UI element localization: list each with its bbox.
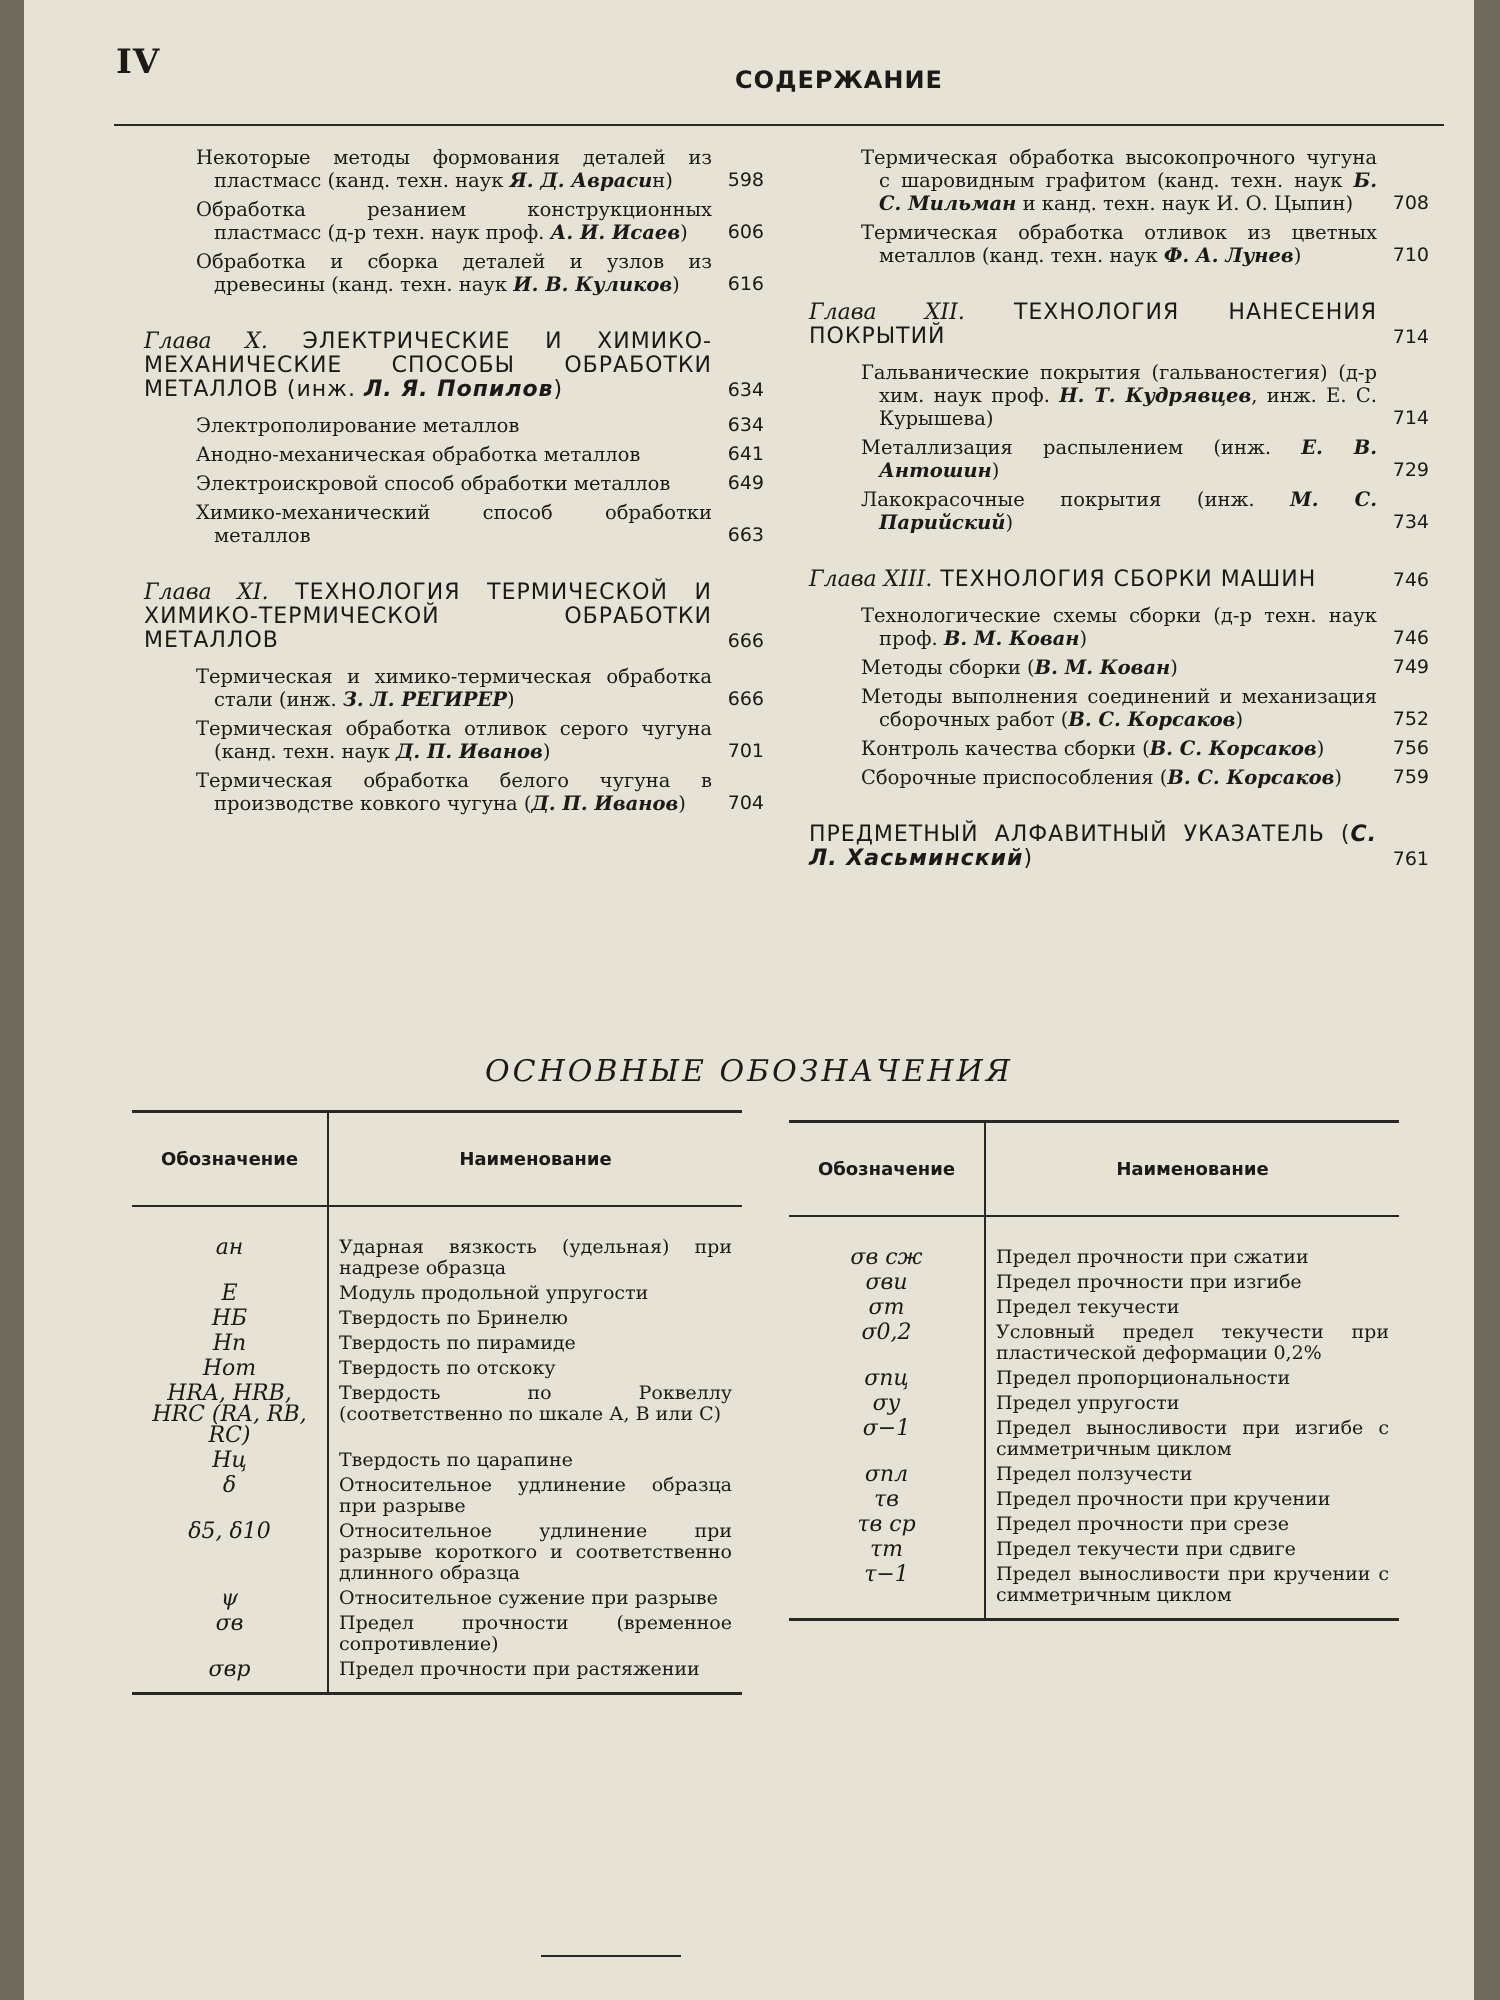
entry-title: Электрополирование металлов (196, 414, 520, 437)
entry-tail: ) (1079, 627, 1088, 650)
toc-entry-text (196, 146, 712, 192)
toc-entry (809, 361, 1429, 430)
symbol-cell: aн (132, 1206, 328, 1281)
name-cell: Модуль продольной упругости (339, 1282, 649, 1304)
toc-chapter (809, 301, 1429, 349)
entry-author: С. Л. Хасьминский (809, 822, 1377, 871)
page-ref: 756 (1392, 737, 1429, 759)
symbol-cell: σ0,2 (789, 1320, 985, 1366)
entry-tail: ) (678, 792, 686, 815)
entry-title: Сборочные приспособления ( (861, 766, 1168, 789)
table-row (789, 1320, 1399, 1366)
toc-entry-text (196, 769, 712, 815)
table-row (132, 1306, 742, 1331)
toc-entry (809, 656, 1429, 679)
name-cell: Предел текучести при сдвиге (996, 1538, 1296, 1560)
entry-title: Контроль качества сборки ( (861, 737, 1150, 760)
symbol-cell: δ (132, 1473, 328, 1519)
toc-entry (144, 769, 764, 815)
entry-title: ТЕХНОЛОГИЯ СБОРКИ МАШИН (932, 567, 1317, 592)
toc-entry (809, 766, 1429, 789)
entry-tail: ) (672, 273, 680, 296)
entry-tail: ) (553, 377, 564, 402)
name-cell: Предел прочности при кручении (996, 1488, 1331, 1510)
entry-tail: ) (542, 740, 551, 763)
symbol-cell: σпц (789, 1366, 985, 1391)
table-row (132, 1206, 742, 1281)
entry-tail: ) (1334, 766, 1343, 789)
page-ref: 752 (1392, 708, 1429, 730)
toc-entry-text (196, 414, 712, 437)
entry-title: Анодно-механическая обработка металлов (196, 443, 641, 466)
table-row (132, 1519, 742, 1586)
entry-tail: ) (1023, 846, 1034, 871)
entry-author: М. С. Парийский (879, 488, 1377, 534)
toc-entry-text (196, 250, 712, 296)
toc-chapter (809, 568, 1429, 592)
toc-entry (144, 501, 764, 547)
col-header-symbol: Обозначение (789, 1122, 985, 1217)
table-row (132, 1448, 742, 1473)
book-page (24, 0, 1474, 2000)
table-row (789, 1366, 1399, 1391)
symbol-cell: σ−1 (789, 1416, 985, 1462)
symbols-table-left (132, 1110, 742, 1695)
symbol-cell: σт (789, 1295, 985, 1320)
name-cell: Ударная вязкость (удельная) при надрезе образца (339, 1236, 732, 1279)
toc-entry-text (861, 656, 1377, 679)
page-ref: 641 (727, 443, 764, 465)
toc-entry-text (196, 443, 712, 466)
toc-entry-text (196, 198, 712, 244)
symbol-cell: τв (789, 1487, 985, 1512)
name-cell: Относительное сужение при разрыве (339, 1587, 718, 1609)
page-ref: 606 (727, 221, 764, 243)
entry-author: Е. В. Антошин (879, 436, 1377, 482)
toc-entry (144, 665, 764, 711)
page-ref: 663 (727, 524, 764, 546)
page-ref: 708 (1392, 192, 1429, 214)
table-row (789, 1270, 1399, 1295)
page-ref: 666 (727, 688, 764, 710)
table-row (132, 1657, 742, 1694)
table-row (789, 1462, 1399, 1487)
name-cell: Предел ползучести (996, 1463, 1193, 1485)
entry-title: Электроискровой способ обработки металлов (196, 472, 671, 495)
toc-entry-text (809, 301, 1377, 349)
entry-author: В. М. Кован (943, 627, 1080, 650)
col-header-name: Наименование (985, 1122, 1399, 1217)
symbols-table-right (789, 1120, 1399, 1621)
chapter-label: Глава X. (144, 329, 268, 354)
toc-entry-text (144, 330, 712, 402)
table-row (789, 1216, 1399, 1270)
name-cell: Твердость по Бринелю (339, 1307, 568, 1329)
symbol-cell: σвр (132, 1657, 328, 1694)
toc-entry (144, 146, 764, 192)
entry-title: ТЕХНОЛОГИЯ ТЕРМИЧЕСКОЙ И ХИМИКО-ТЕРМИЧЕСКОЙ ОБРАБОТКИ МЕТАЛЛОВ (144, 580, 712, 653)
page-ref: 666 (727, 630, 764, 652)
col-header-symbol: Обозначение (132, 1112, 328, 1207)
toc-entry (144, 250, 764, 296)
toc-entry-text (861, 221, 1377, 267)
symbol-cell: ψ (132, 1586, 328, 1611)
entry-tail: и канд. техн. наук И. О. Цыпин) (1016, 192, 1354, 215)
name-cell: Предел выносливости при изгибе с симметричным циклом (996, 1417, 1389, 1460)
entry-author: В. С. Корсаков (1149, 737, 1317, 760)
table-row (132, 1381, 742, 1448)
page-ref: 729 (1392, 459, 1429, 481)
toc-entry (809, 604, 1429, 650)
toc-entry-text (809, 568, 1377, 592)
entry-title: Гальванические покрытия (гальваностегия) (д-р хим. наук проф. (861, 361, 1377, 407)
symbol-cell: σв сж (789, 1216, 985, 1270)
page-number: IV (116, 42, 161, 82)
entry-author: В. М. Кован (1034, 656, 1171, 679)
name-cell: Предел упругости (996, 1392, 1180, 1414)
entry-title: Методы выполнения соединений и механизация сборочных работ ( (861, 685, 1377, 731)
entry-tail: ) (1293, 244, 1302, 267)
name-cell: Предел прочности (временное сопротивление) (339, 1612, 732, 1655)
entry-title: ТЕХНОЛОГИЯ НАНЕСЕНИЯ ПОКРЫТИЙ (809, 300, 1378, 349)
entry-title: Термическая обработка отливок серого чугуна (канд. техн. наук (196, 717, 712, 763)
name-cell: Твердость по пирамиде (339, 1332, 576, 1354)
page-ref: 746 (1392, 569, 1429, 591)
symbol-cell: Hот (132, 1356, 328, 1381)
name-cell: Предел пропорциональности (996, 1367, 1291, 1389)
name-cell: Твердость по Роквеллу (соответственно по шкале А, В или С) (339, 1382, 732, 1425)
toc-entry (144, 443, 764, 466)
name-cell: Твердость по царапине (339, 1449, 573, 1471)
entry-tail: ) (506, 688, 515, 711)
chapter-label: Глава XIII. (809, 567, 933, 592)
page-ref: 704 (727, 792, 764, 814)
page-ref: 616 (727, 273, 764, 295)
symbol-cell: τт (789, 1537, 985, 1562)
entry-title: ЭЛЕКТРИЧЕСКИЕ И ХИМИКО-МЕХАНИЧЕСКИЕ СПОСОБЫ ОБРАБОТКИ МЕТАЛЛОВ (инж. (144, 329, 712, 402)
entry-tail: ) (1235, 708, 1244, 731)
name-cell: Предел прочности при срезе (996, 1513, 1289, 1535)
entry-title: Термическая обработка белого чугуна в производстве ковкого чугуна ( (196, 769, 712, 815)
entry-tail: н) (652, 169, 673, 192)
symbol-cell: Hц (132, 1448, 328, 1473)
table-row (132, 1331, 742, 1356)
page-ref: 714 (1392, 407, 1429, 429)
entry-tail: ) (680, 221, 688, 244)
symbol-cell: τв ср (789, 1512, 985, 1537)
name-cell: Предел прочности при изгибе (996, 1271, 1302, 1293)
entry-title: Лакокрасочные покрытия (инж. (861, 488, 1291, 511)
name-cell: Относительное удлинение при разрыве короткого и соответственно длинного образца (339, 1520, 732, 1584)
page-ref: 634 (727, 414, 764, 436)
toc-left-column (144, 146, 764, 821)
toc-entry-text (196, 665, 712, 711)
entry-author: З. Л. РЕГИРЕР (342, 688, 507, 711)
toc-entry-text (196, 717, 712, 763)
page-ref: 701 (727, 740, 764, 762)
name-cell: Предел выносливости при кручении с симметричным циклом (985, 1562, 1399, 1620)
toc-chapter (144, 581, 764, 653)
symbol-cell: HRA, HRB, HRC (RA, RB, RC) (132, 1381, 328, 1448)
page-ref: 649 (727, 472, 764, 494)
entry-title: Термическая обработка отливок из цветных металлов (канд. техн. наук (861, 221, 1377, 267)
toc-entry-text (861, 766, 1377, 789)
entry-title: Металлизация распылением (инж. (861, 436, 1302, 459)
entry-author: Л. Я. Попилов (363, 377, 554, 402)
entry-author: А. И. Исаев (550, 221, 681, 244)
symbol-cell: σв (132, 1611, 328, 1657)
symbol-cell: σпл (789, 1462, 985, 1487)
entry-tail: ) (1316, 737, 1325, 760)
table-row (132, 1473, 742, 1519)
chapter-label: Глава XI. (144, 580, 269, 605)
toc-entry (144, 472, 764, 495)
toc-chapter (144, 330, 764, 402)
entry-author: В. С. Корсаков (1068, 708, 1236, 731)
toc-entry-text (861, 146, 1377, 215)
toc-entry-text (861, 361, 1377, 430)
table-row (132, 1281, 742, 1306)
running-title: СОДЕРЖАНИЕ (735, 66, 943, 94)
col-header-name: Наименование (328, 1112, 742, 1207)
entry-title: Химико-механический способ обработки металлов (196, 501, 712, 547)
page-ref: 634 (727, 379, 764, 401)
chapter-label: Глава XII. (809, 300, 965, 325)
entry-title: Некоторые методы формования деталей из пластмасс (канд. техн. наук (196, 146, 712, 192)
toc-entry-text (861, 737, 1377, 760)
name-cell: Предел прочности при растяжении (328, 1657, 742, 1694)
toc-chapter (809, 823, 1429, 871)
symbol-cell: Hп (132, 1331, 328, 1356)
name-cell: Условный предел текучести при пластической деформации 0,2% (996, 1321, 1389, 1364)
name-cell: Предел прочности при сжатии (996, 1246, 1309, 1268)
table-row (132, 1356, 742, 1381)
page-ref: 710 (1392, 244, 1429, 266)
table-row (132, 1611, 742, 1657)
header-rule (114, 124, 1444, 126)
entry-tail: ) (1170, 656, 1178, 679)
table-row (789, 1295, 1399, 1320)
toc-entry-text (196, 501, 712, 547)
entry-title: Технологические схемы сборки (д-р техн. наук проф. (861, 604, 1377, 650)
symbol-cell: σу (789, 1391, 985, 1416)
entry-title: Термическая и химико-термическая обработка стали (инж. (196, 665, 712, 711)
entry-author: Д. П. Иванов (396, 740, 543, 763)
entry-title: ПРЕДМЕТНЫЙ АЛФАВИТНЫЙ УКАЗАТЕЛЬ ( (809, 822, 1351, 847)
name-cell: Предел текучести (996, 1296, 1180, 1318)
entry-tail: , инж. Е. С. Курышева) (879, 384, 1378, 430)
entry-author: Я. Д. Авраси (509, 169, 653, 192)
entry-tail: ) (991, 459, 1000, 482)
symbol-cell: τ−1 (789, 1562, 985, 1620)
table-row (789, 1391, 1399, 1416)
entry-title: Обработка и сборка деталей и узлов из древесины (канд. техн. наук (196, 250, 712, 296)
page-ref: 761 (1392, 848, 1429, 870)
toc-entry (809, 685, 1429, 731)
symbol-cell: E (132, 1281, 328, 1306)
toc-entry (144, 198, 764, 244)
page-ref: 598 (727, 169, 764, 191)
table-row (132, 1586, 742, 1611)
entry-author: Б. С. Мильман (879, 169, 1377, 215)
page-ref: 746 (1392, 627, 1429, 649)
toc-entry (809, 488, 1429, 534)
entry-author: Н. Т. Кудрявцев (1059, 384, 1252, 407)
symbol-cell: δ5, δ10 (132, 1519, 328, 1586)
page-ref: 734 (1392, 511, 1429, 533)
toc-entry (144, 717, 764, 763)
toc-entry (809, 737, 1429, 760)
entry-author: В. С. Корсаков (1167, 766, 1335, 789)
entry-title: Методы сборки ( (861, 656, 1035, 679)
toc-entry (809, 436, 1429, 482)
entry-author: Ф. А. Лунев (1163, 244, 1294, 267)
entry-author: И. В. Куликов (513, 273, 673, 296)
page-ref: 714 (1392, 326, 1429, 348)
toc-entry-text (144, 581, 712, 653)
table-row (789, 1562, 1399, 1620)
section-title: ОСНОВНЫЕ ОБОЗНАЧЕНИЯ (485, 1054, 1013, 1089)
page-ref: 759 (1392, 766, 1429, 788)
entry-tail: ) (1005, 511, 1014, 534)
entry-title: Обработка резанием конструкционных пластмасс (д-р техн. наук проф. (196, 198, 712, 244)
entry-author: Д. П. Иванов (531, 792, 679, 815)
toc-entry-text (861, 604, 1377, 650)
name-cell: Относительное удлинение образца при разрыве (339, 1474, 732, 1517)
bottom-rule (541, 1955, 681, 1957)
toc-entry-text (861, 436, 1377, 482)
table-row (789, 1487, 1399, 1512)
toc-entry-text (861, 488, 1377, 534)
table-row (789, 1416, 1399, 1462)
page-ref: 749 (1392, 656, 1429, 678)
toc-entry-text (809, 823, 1377, 871)
name-cell: Твердость по отскоку (339, 1357, 556, 1379)
toc-entry (809, 221, 1429, 267)
toc-entry (809, 146, 1429, 215)
toc-right-column (809, 146, 1429, 883)
symbol-cell: σви (789, 1270, 985, 1295)
toc-entry-text (861, 685, 1377, 731)
toc-entry (144, 414, 764, 437)
toc-entry-text (196, 472, 712, 495)
table-row (789, 1537, 1399, 1562)
entry-title: Термическая обработка высокопрочного чугуна с шаровидным графитом (канд. техн. наук (861, 146, 1377, 192)
symbol-cell: HБ (132, 1306, 328, 1331)
table-row (789, 1512, 1399, 1537)
